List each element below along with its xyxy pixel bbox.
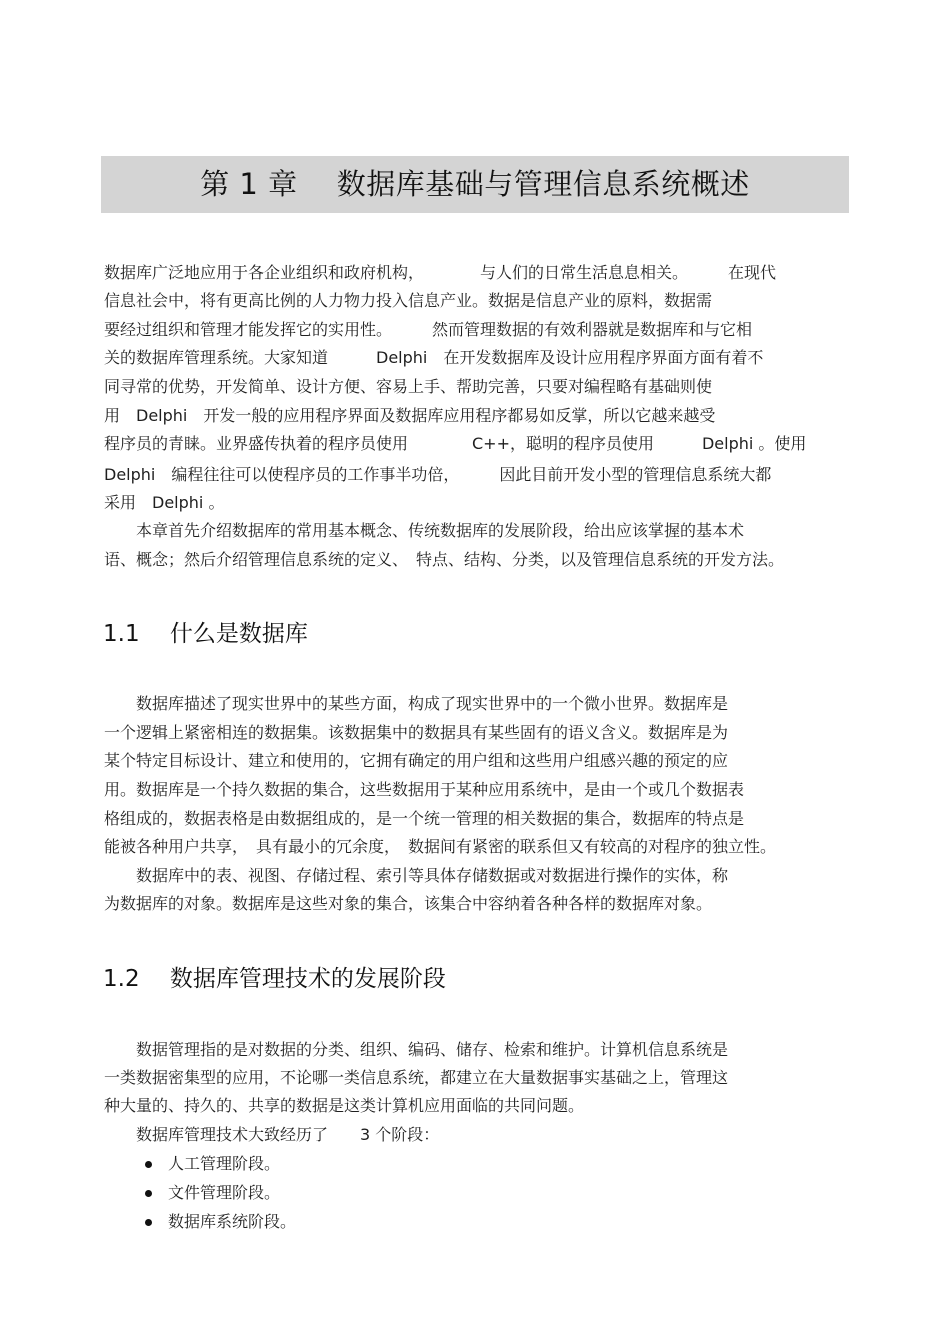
- intro-line-7: 程序员的青睐。业界盛传执着的程序员使用 C++，聪明的程序员使用 Delphi 。使用: [104, 434, 807, 453]
- intro-line-3: 要经过组织和管理才能发挥它的实用性。 然而管理数据的有效利器就是数据库和与它相: [104, 320, 753, 339]
- bullet-dot-3: [145, 1219, 152, 1226]
- intro-line-1: 数据库广泛地应用于各企业组织和政府机构， 与人们的日常生活息息相关。 在现代: [104, 263, 777, 282]
- chapter-title-bar: [101, 156, 849, 213]
- intro-line-2: 信息社会中，将有更高比例的人力物力投入信息产业。数据是信息产业的原料，数据需: [104, 291, 713, 310]
- bullet-dot-1: [145, 1161, 152, 1168]
- intro-line-9: 采用 Delphi 。: [104, 493, 225, 512]
- bullet-item-1: 人工管理阶段。: [168, 1154, 281, 1173]
- s12-line-2: 一类数据密集型的应用，不论哪一类信息系统，都建立在大量数据事实基础之上，管理这: [104, 1068, 729, 1087]
- intro-line-4: 关的数据库管理系统。大家知道 Delphi 在开发数据库及设计应用程序界面方面有着不: [104, 348, 764, 367]
- intro-line-8: Delphi 编程往往可以使程序员的工作事半功倍， 因此目前开发小型的管理信息系统大都: [104, 465, 772, 484]
- s11-line-7: 数据库中的表、视图、存储过程、索引等具体存储数据或对数据进行操作的实体，称: [104, 866, 729, 885]
- intro-line-5: 同寻常的优势，开发简单、设计方便、容易上手、帮助完善，只要对编程略有基础则使: [104, 377, 713, 396]
- s11-line-6: 能被各种用户共享， 具有最小的冗余度， 数据间有紧密的联系但又有较高的对程序的独立性。: [104, 837, 777, 856]
- s11-line-8: 为数据库的对象。数据库是这些对象的集合，该集合中容纳着各种各样的数据库对象。: [104, 894, 713, 913]
- bullet-dot-2: [145, 1190, 152, 1197]
- bullet-item-2: 文件管理阶段。: [168, 1183, 281, 1202]
- s11-line-1: 数据库描述了现实世界中的某些方面，构成了现实世界中的一个微小世界。数据库是: [104, 694, 729, 713]
- s12-line-1: 数据管理指的是对数据的分类、组织、编码、储存、检索和维护。计算机信息系统是: [104, 1040, 729, 1059]
- intro-line-10: 本章首先介绍数据库的常用基本概念、传统数据库的发展阶段，给出应该掌握的基本术: [104, 521, 745, 540]
- s11-line-4: 用。数据库是一个持久数据的集合，这些数据用于某种应用系统中，是由一个或几个数据表: [104, 780, 745, 799]
- s11-line-3: 某个特定目标设计、建立和使用的，它拥有确定的用户组和这些用户组感兴趣的预定的应: [104, 751, 729, 770]
- chapter-title: 第 1 章 数据库基础与管理信息系统概述: [200, 167, 750, 201]
- s11-line-5: 格组成的，数据表格是由数据组成的，是一个统一管理的相关数据的集合，数据库的特点是: [104, 809, 745, 828]
- section-1-1-heading: 1.1 什么是数据库: [103, 621, 308, 647]
- bullet-item-3: 数据库系统阶段。: [168, 1212, 297, 1231]
- section-1-2-heading: 1.2 数据库管理技术的发展阶段: [103, 966, 446, 992]
- s12-line-3: 种大量的、持久的、共享的数据是这类计算机应用面临的共同问题。: [104, 1096, 585, 1115]
- s12-line-4: 数据库管理技术大致经历了 3 个阶段：: [104, 1125, 440, 1144]
- s11-line-2: 一个逻辑上紧密相连的数据集。该数据集中的数据具有某些固有的语义含义。数据库是为: [104, 723, 729, 742]
- intro-line-11: 语、概念；然后介绍管理信息系统的定义、 特点、结构、分类，以及管理信息系统的开发方法。: [104, 550, 785, 569]
- intro-line-6: 用 Delphi 开发一般的应用程序界面及数据库应用程序都易如反掌，所以它越来越受: [104, 406, 716, 425]
